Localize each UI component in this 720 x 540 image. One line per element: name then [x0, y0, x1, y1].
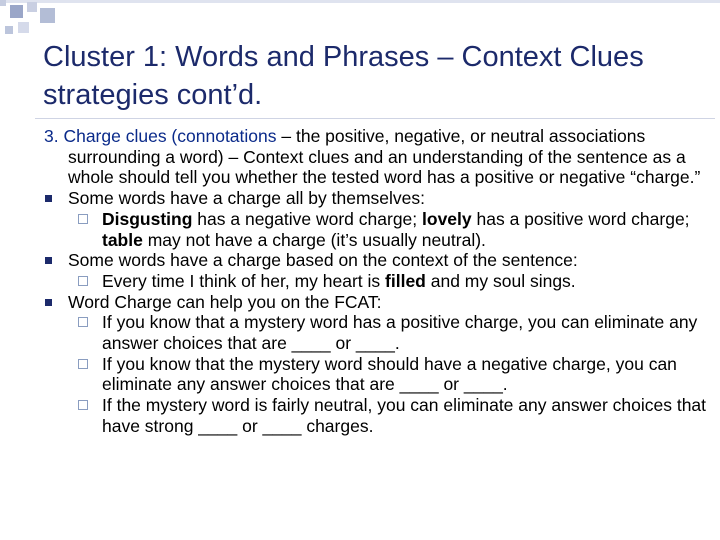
sub-bullet-item	[44, 354, 714, 395]
slide-title: Cluster 1: Words and Phrases – Context Clues strategies cont’d.	[43, 41, 644, 111]
square-bullet-icon	[45, 299, 52, 306]
word-table: table	[102, 229, 143, 250]
hollow-square-bullet-icon	[78, 276, 88, 286]
sub-text: If you know that a mystery word has a positive charge, you can eliminate any answer choices that are ____ or ____.	[102, 312, 698, 354]
slide-body	[44, 126, 714, 437]
sub-bullet-item	[44, 395, 714, 436]
sub-text: has a negative word charge;	[192, 208, 423, 229]
hollow-square-bullet-icon	[78, 317, 88, 327]
bullet-item	[44, 250, 714, 271]
bullet-text: Some words have a charge based on the context of the sentence:	[68, 250, 578, 271]
word-lovely: lovely	[422, 208, 472, 229]
intro-label: 3. Charge clues (	[44, 126, 178, 146]
hollow-square-bullet-icon	[78, 359, 88, 369]
square-bullet-icon	[45, 195, 52, 202]
sub-text: and my soul sings.	[425, 270, 576, 291]
sub-text: Every time I think of her, my heart is	[102, 270, 386, 291]
sub-bullet-item	[44, 209, 714, 250]
corner-decoration	[0, 0, 720, 40]
square-bullet-icon	[45, 257, 52, 264]
intro-paragraph	[44, 126, 714, 188]
sub-text: If the mystery word is fairly neutral, you can eliminate any answer choices that have strong ____ or ____ charges.	[102, 395, 707, 436]
sub-text: If you know that the mystery word should have a negative charge, you can eliminate any answer choices that are ____ or ____.	[102, 353, 677, 395]
word-disgusting: Disgusting	[102, 208, 193, 229]
sub-text: may not have a charge (it’s usually neutral).	[142, 229, 486, 250]
sub-text: has a positive word charge;	[471, 208, 690, 229]
bullet-item	[44, 292, 714, 313]
bullet-text: Word Charge can help you on the FCAT:	[68, 291, 382, 312]
sub-bullet-item	[44, 271, 714, 292]
hollow-square-bullet-icon	[78, 400, 88, 410]
hollow-square-bullet-icon	[78, 214, 88, 224]
word-filled: filled	[385, 270, 426, 291]
sub-bullet-item	[44, 312, 714, 353]
title-divider	[35, 118, 715, 119]
bullet-text: Some words have a charge all by themselves:	[68, 188, 425, 209]
intro-text: – the positive, negative, or neutral associations surrounding a word) – Context clues and an understanding of the sentence as a whole should tell you whether the tested word has a positive or negative “charge.”	[68, 126, 701, 188]
bullet-item	[44, 188, 714, 209]
connotations-term: connotations	[177, 126, 277, 146]
